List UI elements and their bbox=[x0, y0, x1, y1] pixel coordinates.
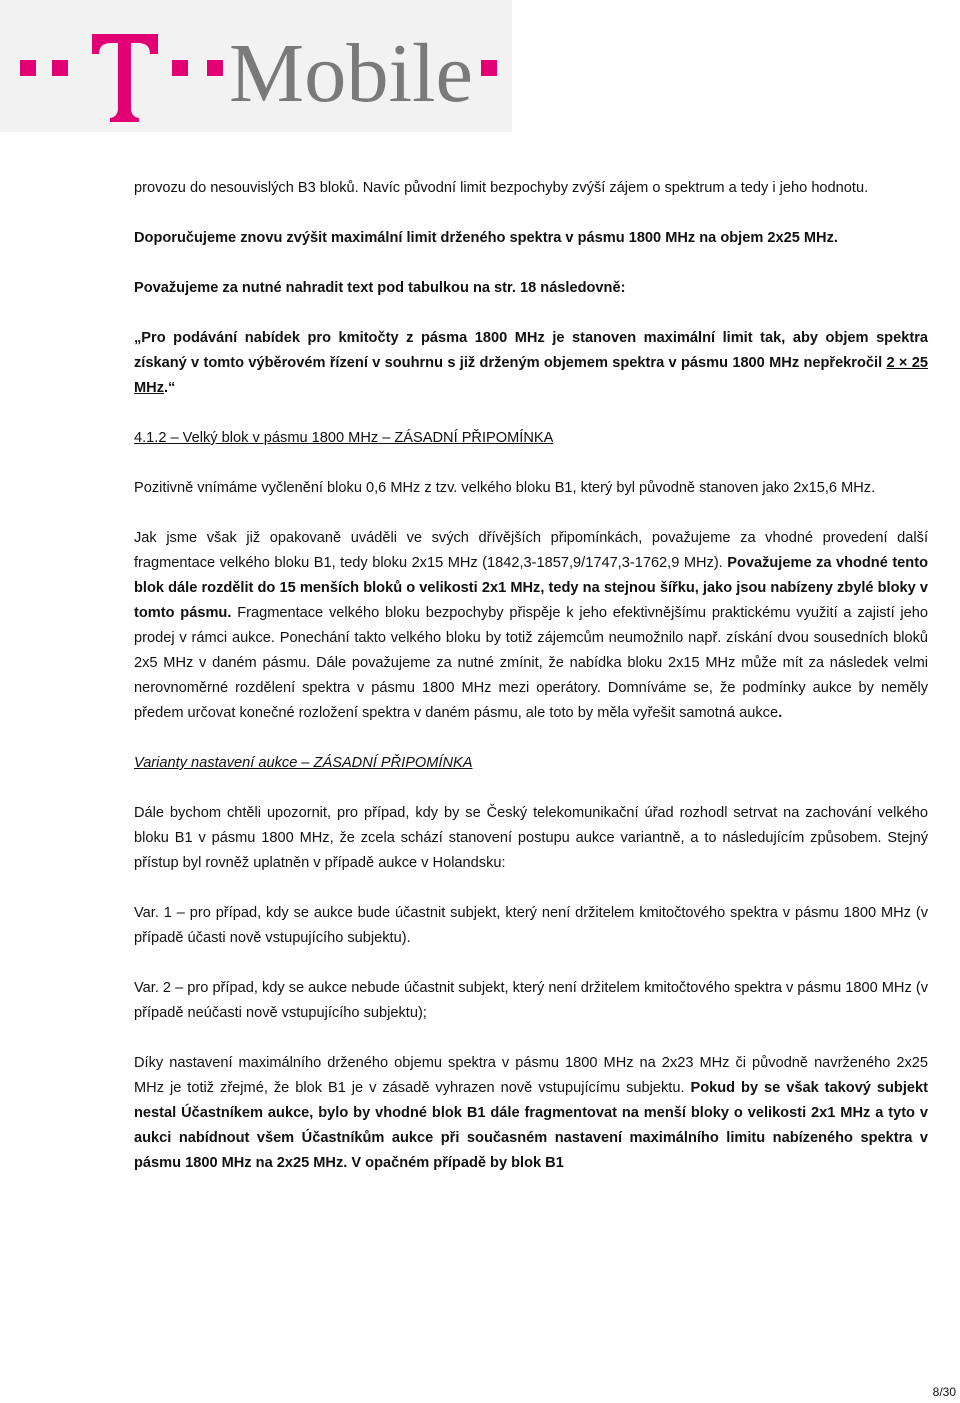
paragraph-mixed: Jak jsme však již opakovaně uváděli ve svých dřívějších připomínkách, považujeme za vhodné provedení další fragmentace velkého bloku B1, tedy bloku 2x15 MHz (1842,3-1857,9/1747,3-1762,9 MHz). Považujeme za vhodné tento blok dále rozdělit do 15 menších bloků o velikosti 2x1 MHz, tedy na stejnou šířku, jako jsou nabízeny zbylé bloky v tomto pásmu. Fragmentace velkého bloku bezpochyby přispěje k jeho efektivnějšímu praktickému využití a zajistí jeho prodej v rámci aukce. Ponechání takto velkého bloku by totiž zájemcům neumožnilo např. získání dvou sousedních bloků 2x5 MHz v daném pásmu. Dále považujeme za nutné zmínit, že nabídka bloku 2x15 MHz může mít za následek velmi nerovnoměrné rozdělení spektra v pásmu 1800 MHz mezi operátory. Domníváme se, že podmínky aukce by neměly předem určovat konečné rozložení spektra v daném pásmu, ale toto by měla vyřešit samotná aukce. bbox=[134, 530, 929, 721]
paragraph: Pozitivně vnímáme vyčlenění bloku 0,6 MHz z tzv. velkého bloku B1, který byl původně stanoven jako 2x15,6 MHz. bbox=[134, 480, 876, 496]
logo-digit-square bbox=[172, 60, 188, 76]
header-logo-area bbox=[0, 0, 512, 132]
paragraph-bold bbox=[134, 276, 928, 301]
paragraph: provozu do nesouvislých B3 bloků. Navíc původní limit bezpochyby zvýší zájem o spektrum a tedy i jeho hodnotu. bbox=[134, 180, 869, 196]
logo-digit-square bbox=[481, 60, 497, 76]
quote-end: .“ bbox=[164, 380, 176, 396]
emphasis-text: Považujeme za vhodné tento blok dále rozdělit do 15 menších bloků o velikosti 2x1 MHz, tedy na stejnou šířku, jako jsou nabízeny zbylé bloky v tomto pásmu. bbox=[134, 555, 928, 621]
section-heading-text: Varianty nastavení aukce – ZÁSADNÍ PŘIPOMÍNKA bbox=[134, 755, 473, 771]
logo-t-letter bbox=[92, 34, 158, 122]
section-heading bbox=[134, 751, 928, 776]
t-mobile-logo bbox=[0, 0, 512, 132]
logo-digit-square bbox=[20, 60, 36, 76]
quote-value: 2 × 25 MHz bbox=[134, 355, 928, 396]
section-heading-text: 4.1.2 – Velký blok v pásmu 1800 MHz – ZÁSADNÍ PŘIPOMÍNKA bbox=[134, 430, 554, 446]
page-number: 8/30 bbox=[932, 1385, 956, 1399]
recommendation-text: Doporučujeme znovu zvýšit maximální limit drženého spektra v pásmu 1800 MHz na objem 2x25 MHz. bbox=[134, 230, 838, 246]
paragraph-bold bbox=[134, 226, 928, 251]
variant-item: Var. 2 – pro případ, kdy se aukce nebude účastnit subjekt, který není držitelem kmitočtového spektra v pásmu 1800 MHz (v případě neúčasti nově vstupujícího subjektu); bbox=[134, 980, 928, 1021]
section-heading bbox=[134, 426, 928, 451]
paragraph-mixed: Díky nastavení maximálního drženého objemu spektra v pásmu 1800 MHz na 2x23 MHz či původně navrženého 2x25 MHz je totiž zřejmé, že blok B1 je v zásadě vyhrazen nově vstupujícímu subjektu. Pokud by se však takový subjekt nestal Účastníkem aukce, bylo by vhodné blok B1 dále fragmentovat na menší bloky o velikosti 2x1 MHz a tyto v aukci nabídnout všem Účastníkům aukce při současném nastavení maximálního limitu nabízeného spektra v pásmu 1800 MHz na 2x25 MHz. V opačném případě by blok B1 bbox=[134, 1055, 928, 1171]
proposed-text-quote bbox=[134, 326, 928, 401]
variant-item: Var. 1 – pro případ, kdy se aukce bude účastnit subjekt, který není držitelem kmitočtového spektra v pásmu 1800 MHz (v případě účasti nově vstupujícího subjektu). bbox=[134, 905, 928, 946]
logo-digit-square bbox=[52, 60, 68, 76]
paragraph: Dále bychom chtěli upozornit, pro případ, kdy by se Český telekomunikační úřad rozhodl setrvat na zachování velkého bloku B1 v pásmu 1800 MHz, že zcela schází stanovení postupu aukce variantně, a to následujícím způsobem. Stejný přístup byl rovněž uplatněn v případě aukce v Holandsku: bbox=[134, 805, 928, 871]
document-body bbox=[134, 176, 928, 1176]
logo-wordmark: Mobile bbox=[229, 27, 473, 120]
emphasis-text: Pokud by se však takový subjekt nestal Účastníkem aukce, bylo by vhodné blok B1 dále fragmentovat na menší bloky o velikosti 2x1 MHz a tyto v aukci nabídnout všem Účastníkům aukce při současném nastavení maximálního limitu nabízeného spektra v pásmu 1800 MHz na 2x25 MHz. V opačném případě by blok B1 bbox=[134, 1080, 928, 1171]
logo-digit-square bbox=[207, 60, 223, 76]
proposal-intro: Považujeme za nutné nahradit text pod tabulkou na str. 18 následovně: bbox=[134, 280, 626, 296]
quote-body: „Pro podávání nabídek pro kmitočty z pásma 1800 MHz je stanoven maximální limit tak, aby objem spektra získaný v tomto výběrovém řízení v souhrnu s již drženým objemem spektra v pásmu 1800 MHz nepřekročil bbox=[134, 330, 928, 371]
